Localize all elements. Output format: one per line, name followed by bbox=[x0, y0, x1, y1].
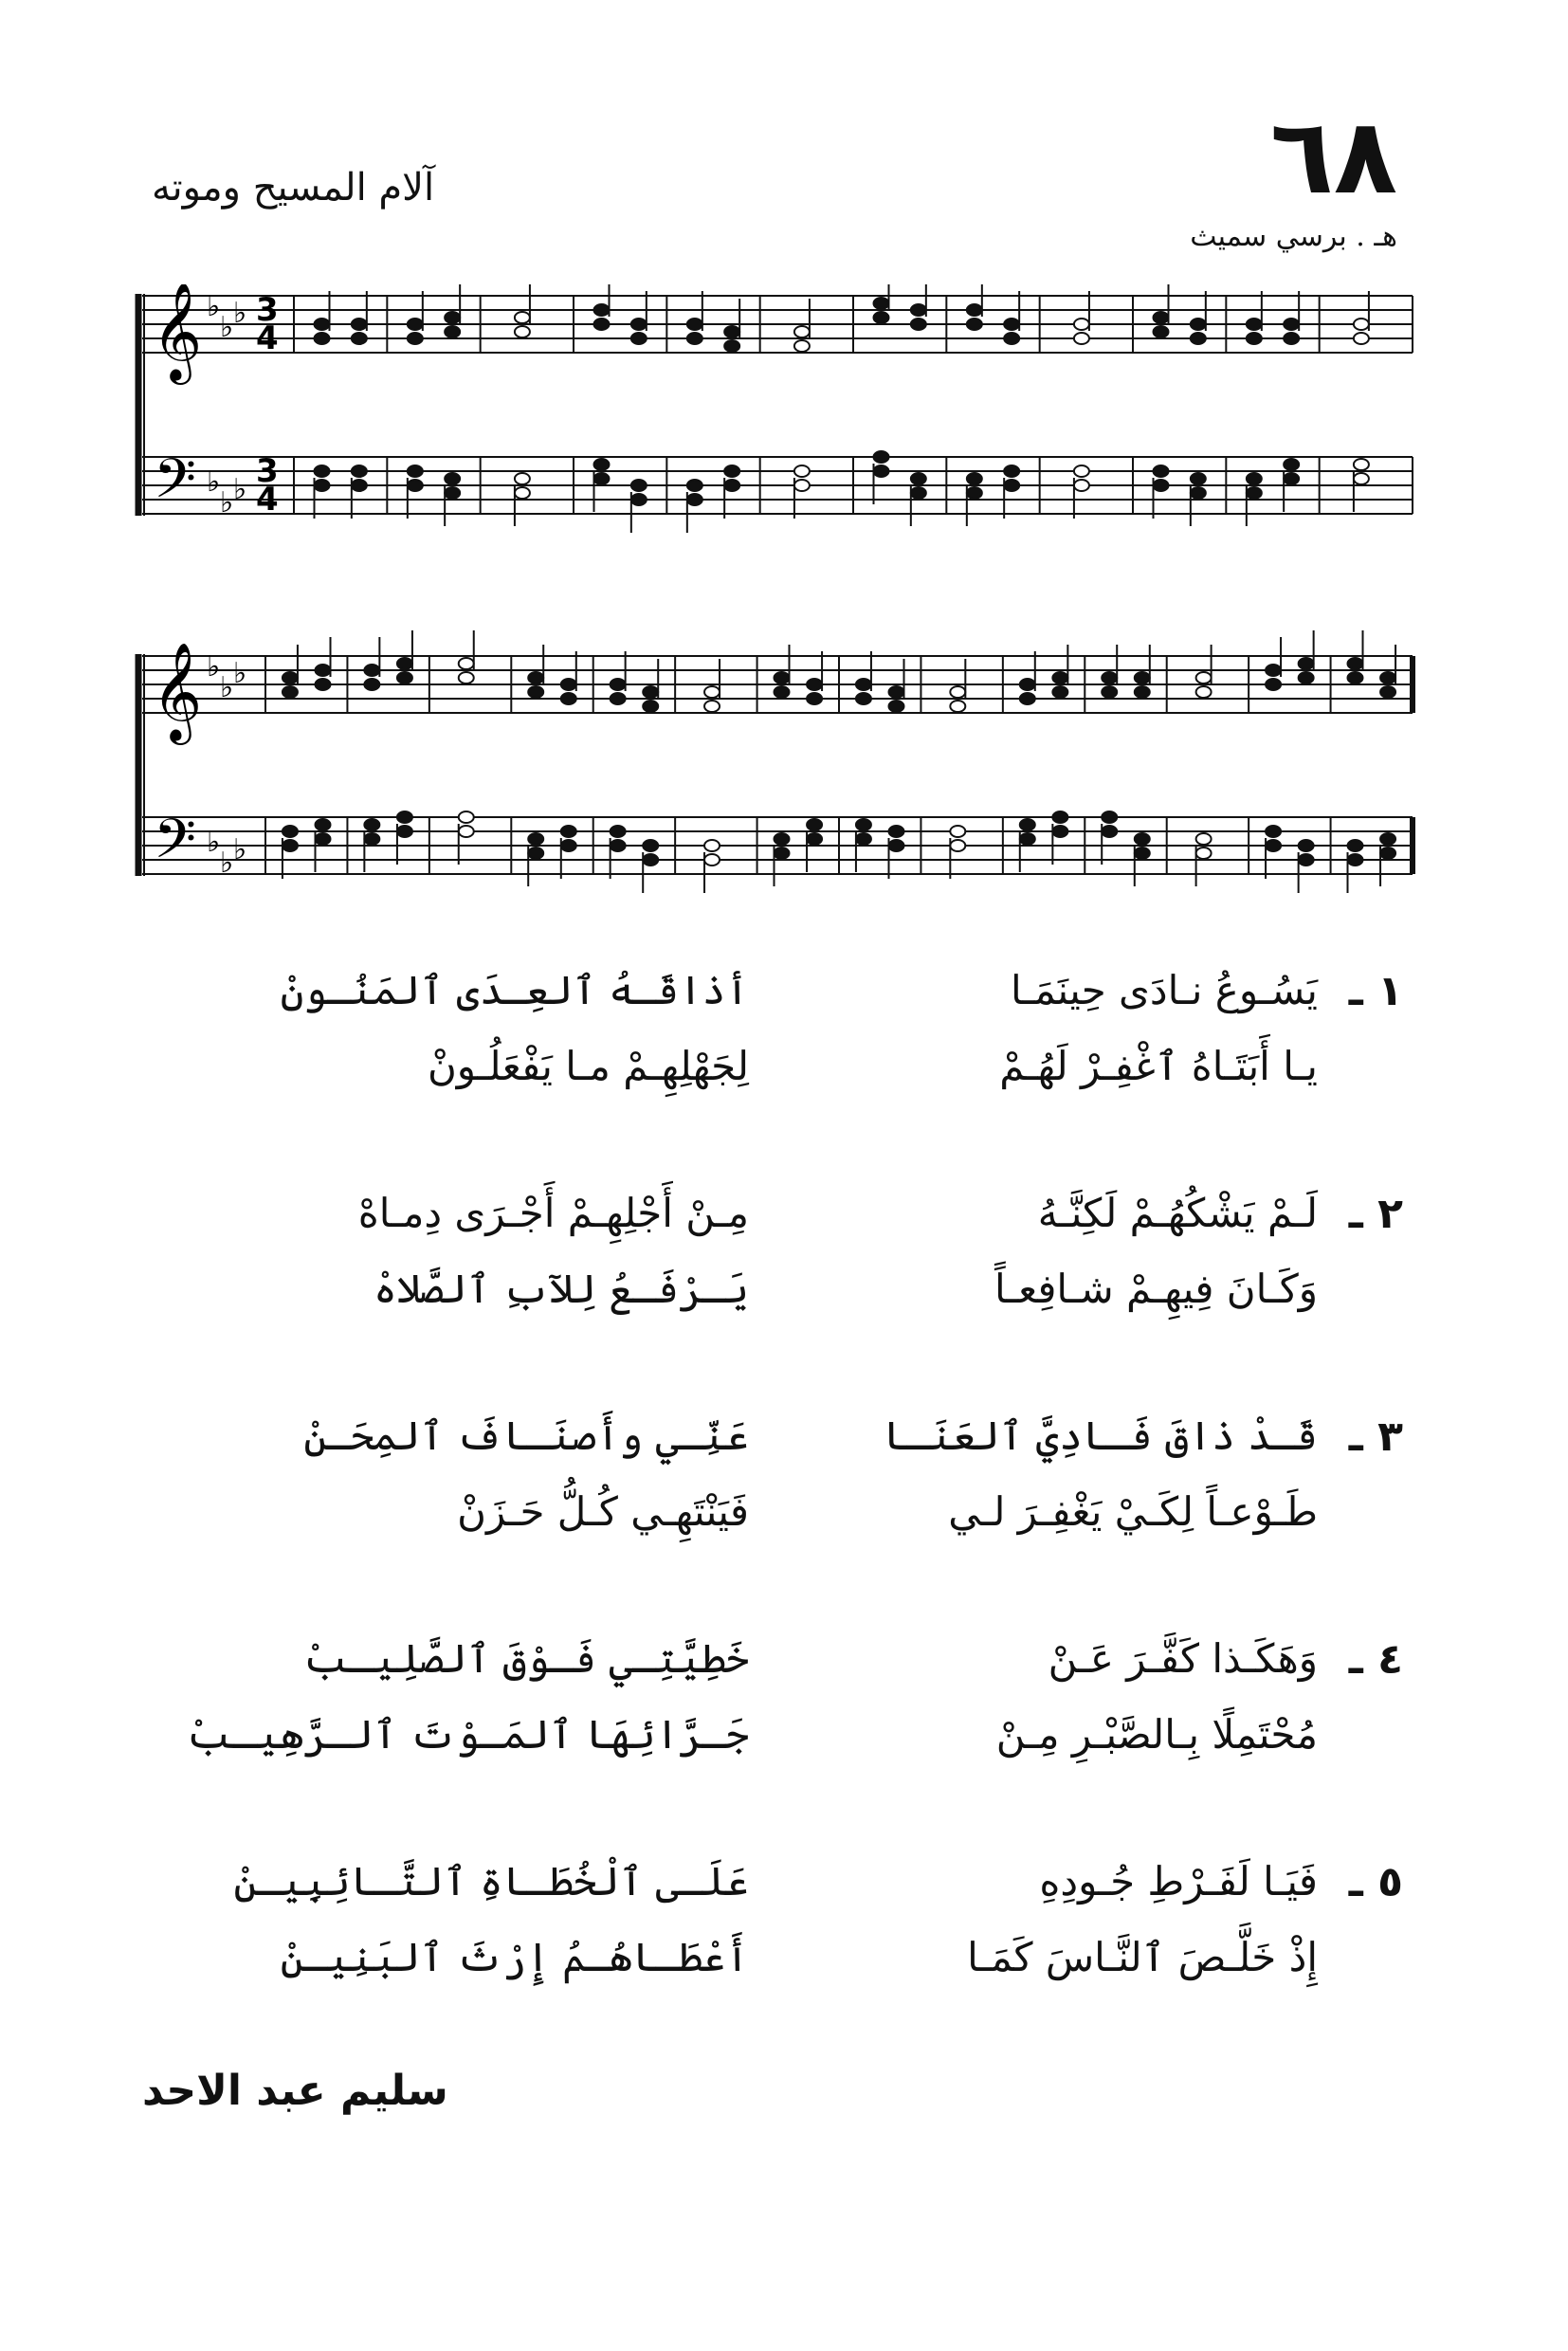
verse-line bbox=[237, 1934, 1403, 1991]
second-hemistich: أذاقَـهُ ٱلعِـدَى ٱلمَنُـونْ bbox=[280, 967, 749, 1013]
verse-line bbox=[237, 1488, 1403, 1545]
hymn-title: آلام المسيح وموته bbox=[152, 166, 435, 210]
music-score bbox=[133, 284, 1422, 948]
hymn-number: ٦٨ bbox=[1269, 96, 1397, 217]
second-hemistich: أَعْطَـاهُـمُ إِرْثَ ٱلبَنِيـنْ bbox=[280, 1934, 749, 1980]
svg-text:♭: ♭ bbox=[220, 847, 234, 880]
verse-number: ٥ ـ bbox=[1348, 1858, 1403, 1906]
bass-clef-icon: 𝄢 bbox=[154, 447, 197, 524]
svg-text:♭: ♭ bbox=[220, 671, 234, 704]
svg-text:♭: ♭ bbox=[207, 650, 221, 683]
svg-text:♭: ♭ bbox=[220, 311, 234, 344]
first-hemistich: يَسُـوعُ نـادَى حِينَمَـا bbox=[1011, 967, 1318, 1013]
verse-line bbox=[233, 1858, 1403, 1915]
verse-number: ١ ـ bbox=[1348, 967, 1403, 1015]
treble-clef-icon: 𝄞 bbox=[152, 642, 203, 741]
verse-line bbox=[237, 1190, 1403, 1247]
first-hemistich: لَـمْ يَشْكُهُـمْ لَكِنَّـهُ bbox=[1037, 1190, 1318, 1236]
staff-system-1 bbox=[138, 284, 1413, 533]
first-hemistich: قَـدْ ذاقَ فَـادِيَّ ٱلعَنَـا bbox=[883, 1412, 1318, 1459]
first-hemistich: مُحْتَمِلًا بِـالصَّبْـرِ مِـنْ bbox=[995, 1711, 1318, 1758]
verse-line bbox=[237, 1043, 1403, 1100]
second-hemistich: مِـنْ أَجْلِهِـمْ أَجْـرَى دِمـاهْ bbox=[357, 1190, 749, 1236]
bass-clef-icon: 𝄢 bbox=[154, 807, 197, 884]
bass-staff-1 bbox=[142, 457, 1413, 514]
verse-line bbox=[237, 1635, 1403, 1692]
svg-text:♭: ♭ bbox=[207, 465, 221, 499]
verse-line bbox=[237, 1412, 1403, 1469]
composer-credit: هـ . برسي سميث bbox=[1190, 220, 1397, 253]
svg-text:♭: ♭ bbox=[233, 657, 247, 690]
time-signature-1 bbox=[256, 291, 279, 519]
second-hemistich: فَيَنْتَهِـي كُـلُّ حَـزَنْ bbox=[457, 1488, 749, 1535]
svg-text:3: 3 bbox=[256, 452, 279, 490]
svg-text:3: 3 bbox=[256, 291, 279, 329]
treble-staff-1 bbox=[142, 296, 1413, 353]
second-hemistich: لِجَهْلِهِـمْ مـا يَفْعَلُـونْ bbox=[427, 1043, 749, 1089]
second-hemistich: عَلَـى ٱلْخُطَـاةِ ٱلتَّـائِبِيـنْ bbox=[233, 1858, 749, 1904]
first-hemistich: إِذْ خَلَّـصَ ٱلنَّـاسَ كَمَـا bbox=[967, 1934, 1318, 1980]
second-hemistich: جَـرَّائِهَا ٱلمَـوْتَ ٱلـرَّهِيـبْ bbox=[187, 1711, 749, 1758]
verse-number: ٣ ـ bbox=[1348, 1412, 1403, 1461]
first-hemistich: فَيَـا لَفَـرْطِ جُـودِهِ bbox=[1039, 1858, 1318, 1904]
lyricist-credit: سليم عبد الاحد bbox=[142, 2067, 448, 2115]
treble-clef-icon: 𝄞 bbox=[152, 284, 203, 381]
verse-line bbox=[237, 967, 1403, 1024]
first-hemistich: وَهَكَـذا كَفَّـرَ عَـنْ bbox=[1048, 1635, 1318, 1682]
verse-line bbox=[237, 1266, 1403, 1322]
svg-text:♭: ♭ bbox=[233, 833, 247, 866]
second-hemistich: خَطِيَّتِـي فَـوْقَ ٱلصَّلِيـبْ bbox=[303, 1635, 749, 1682]
svg-text:♭: ♭ bbox=[207, 290, 221, 323]
second-hemistich: عَنِّـي وأَصنَـافَ ٱلمِحَـنْ bbox=[303, 1412, 749, 1459]
second-hemistich: يَـرْفَـعُ لِلآبِ ٱلصَّلاهْ bbox=[374, 1266, 749, 1312]
treble-staff-2 bbox=[142, 656, 1413, 713]
verse-number: ٢ ـ bbox=[1348, 1190, 1403, 1238]
svg-text:♭: ♭ bbox=[207, 826, 221, 859]
svg-text:♭: ♭ bbox=[233, 297, 247, 330]
svg-text:♭: ♭ bbox=[233, 473, 247, 506]
first-hemistich: طَـوْعـاً لِكَـيْ يَغْفِـرَ لـي bbox=[948, 1488, 1318, 1535]
first-hemistich: يـا أَبَتَـاهُ ٱغْفِـرْ لَهُـمْ bbox=[999, 1043, 1318, 1089]
svg-text:4: 4 bbox=[256, 481, 279, 519]
svg-text:4: 4 bbox=[256, 319, 279, 357]
verse-line bbox=[187, 1711, 1403, 1768]
bass-staff-2 bbox=[142, 817, 1413, 874]
verse-number: ٤ ـ bbox=[1348, 1635, 1403, 1684]
svg-text:♭: ♭ bbox=[220, 486, 234, 519]
first-hemistich: وَكَـانَ فِيهِـمْ شـافِعـاً bbox=[994, 1266, 1318, 1312]
staff-system-2 bbox=[138, 630, 1413, 893]
